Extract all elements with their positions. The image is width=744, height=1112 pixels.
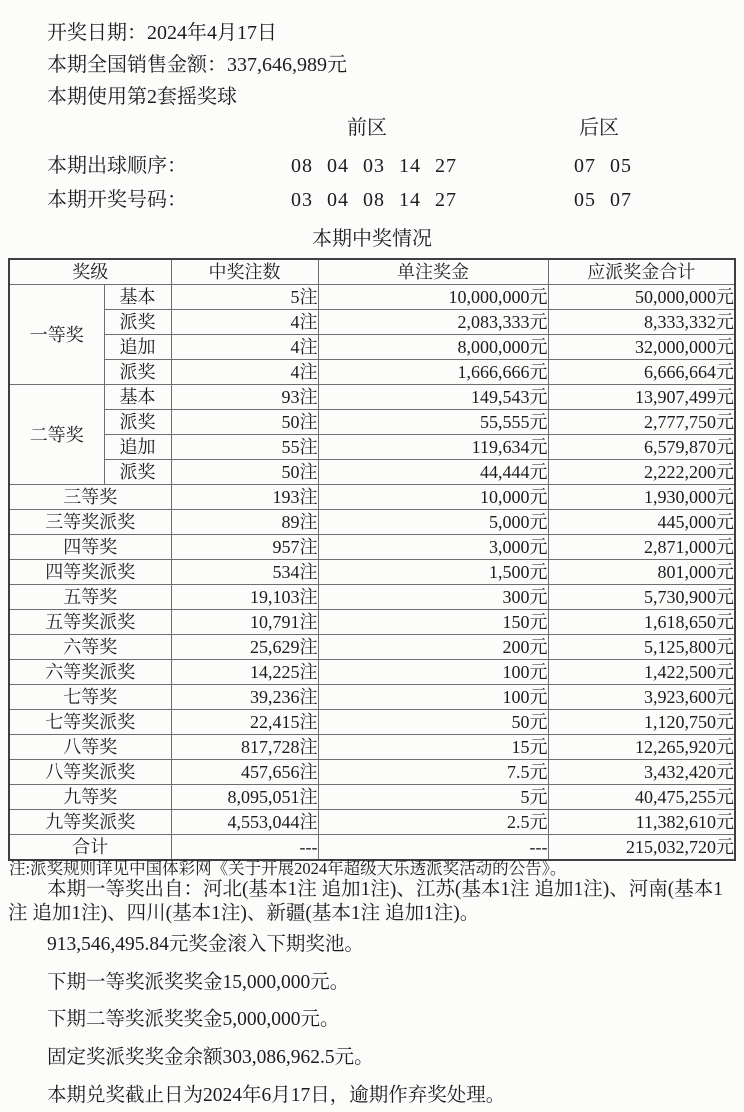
prize-subtype-cell: 派奖 bbox=[104, 460, 171, 485]
prize-level-cell: 八等奖 bbox=[9, 735, 171, 760]
prize-level-cell: 七等奖 bbox=[9, 685, 171, 710]
bet-count-cell: 957注 bbox=[171, 535, 318, 560]
per-bet-prize-cell: 50元 bbox=[318, 710, 548, 735]
per-bet-prize-cell: 7.5元 bbox=[318, 760, 548, 785]
bet-count-cell: 10,791注 bbox=[171, 610, 318, 635]
bet-count-cell: 89注 bbox=[171, 510, 318, 535]
per-bet-prize-cell: 100元 bbox=[318, 685, 548, 710]
prize-subtype-cell: 追加 bbox=[104, 435, 171, 460]
next-first-prize-text: 下期一等奖派奖奖金15,000,000元。 bbox=[47, 972, 350, 993]
prize-level-cell: 九等奖派奖 bbox=[9, 810, 171, 835]
draw-date-text: 开奖日期：2024年4月17日 bbox=[47, 22, 277, 44]
per-bet-prize-cell: 119,634元 bbox=[318, 435, 548, 460]
total-prize-cell: 13,907,499元 bbox=[548, 385, 735, 410]
prize-subtype-cell: 基本 bbox=[104, 385, 171, 410]
total-prize-cell: 8,333,332元 bbox=[548, 310, 735, 335]
table-row bbox=[9, 335, 735, 360]
first-prize-origin-text: 本期一等奖出自：河北(基本1注 追加1注)、江苏(基本1注 追加1注)、河南(基本1注 追加1注)、四川(基本1注)、新疆(基本1注 追加1注)。 bbox=[8, 879, 723, 924]
per-bet-prize-cell: 15元 bbox=[318, 735, 548, 760]
total-prize-cell: 1,422,500元 bbox=[548, 660, 735, 685]
header-cell-level: 奖级 bbox=[9, 259, 171, 285]
table-row bbox=[9, 460, 735, 485]
table-row bbox=[9, 585, 735, 610]
total-prize-cell: 32,000,000元 bbox=[548, 335, 735, 360]
per-bet-prize-cell: 200元 bbox=[318, 635, 548, 660]
bet-count-cell: 8,095,051注 bbox=[171, 785, 318, 810]
bet-count-cell: 4注 bbox=[171, 335, 318, 360]
total-prize-cell: 5,125,800元 bbox=[548, 635, 735, 660]
total-prize-cell: 3,923,600元 bbox=[548, 685, 735, 710]
per-bet-prize-cell: 44,444元 bbox=[318, 460, 548, 485]
prize-subtype-cell: 派奖 bbox=[104, 410, 171, 435]
redeem-deadline-text: 本期兑奖截止日为2024年6月17日，逾期作弃奖处理。 bbox=[47, 1085, 506, 1106]
bet-count-cell: 19,103注 bbox=[171, 585, 318, 610]
total-prize-cell: 11,382,610元 bbox=[548, 810, 735, 835]
bet-count-cell: 5注 bbox=[171, 285, 318, 310]
total-prize-cell: 3,432,420元 bbox=[548, 760, 735, 785]
table-row bbox=[9, 510, 735, 535]
sales-amount-text: 本期全国销售金额：337,646,989元 bbox=[47, 54, 347, 76]
prize-level-cell: 八等奖派奖 bbox=[9, 760, 171, 785]
bet-count-cell: 50注 bbox=[171, 460, 318, 485]
table-row bbox=[9, 810, 735, 835]
per-bet-prize-cell: 10,000,000元 bbox=[318, 285, 548, 310]
table-row bbox=[9, 560, 735, 585]
winning-numbers-label: 本期开奖号码： bbox=[47, 189, 187, 211]
bet-count-cell: 39,236注 bbox=[171, 685, 318, 710]
table-row bbox=[9, 385, 735, 410]
per-bet-prize-cell: 8,000,000元 bbox=[318, 335, 548, 360]
total-prize-cell: 1,930,000元 bbox=[548, 485, 735, 510]
back-zone-label: 后区 bbox=[579, 117, 619, 139]
prize-level-cell: 七等奖派奖 bbox=[9, 710, 171, 735]
per-bet-prize-cell: 5元 bbox=[318, 785, 548, 810]
prize-subtype-cell: 派奖 bbox=[104, 310, 171, 335]
prize-subtype-cell: 追加 bbox=[104, 335, 171, 360]
winning-numbers-back: 05 07 bbox=[574, 189, 632, 211]
total-prize-cell: 2,871,000元 bbox=[548, 535, 735, 560]
total-prize-cell: 6,666,664元 bbox=[548, 360, 735, 385]
total-prize-cell: 2,222,200元 bbox=[548, 460, 735, 485]
table-row bbox=[9, 685, 735, 710]
per-bet-prize-cell: 1,666,666元 bbox=[318, 360, 548, 385]
per-bet-prize-cell: 10,000元 bbox=[318, 485, 548, 510]
prize-level-cell: 四等奖派奖 bbox=[9, 560, 171, 585]
bet-count-cell: 4注 bbox=[171, 310, 318, 335]
header-cell-total: 应派奖金合计 bbox=[548, 259, 735, 285]
total-prize-cell: 801,000元 bbox=[548, 560, 735, 585]
ball-set-text: 本期使用第2套摇奖球 bbox=[47, 86, 237, 108]
table-row bbox=[9, 610, 735, 635]
front-zone-label: 前区 bbox=[347, 117, 387, 139]
table-row bbox=[9, 535, 735, 560]
total-prize-cell: 445,000元 bbox=[548, 510, 735, 535]
table-row bbox=[9, 760, 735, 785]
total-prize-cell: 215,032,720元 bbox=[548, 835, 735, 861]
bet-count-cell: 817,728注 bbox=[171, 735, 318, 760]
bet-count-cell: 50注 bbox=[171, 410, 318, 435]
total-prize-cell: 1,618,650元 bbox=[548, 610, 735, 635]
table-row bbox=[9, 485, 735, 510]
winning-numbers-front: 03 04 08 14 27 bbox=[291, 189, 457, 211]
table-row bbox=[9, 635, 735, 660]
table-header-row bbox=[9, 259, 735, 285]
per-bet-prize-cell: 150元 bbox=[318, 610, 548, 635]
bet-count-cell: 25,629注 bbox=[171, 635, 318, 660]
prize-subtype-cell: 派奖 bbox=[104, 360, 171, 385]
prize-level-cell: 五等奖派奖 bbox=[9, 610, 171, 635]
bet-count-cell: 534注 bbox=[171, 560, 318, 585]
per-bet-prize-cell: --- bbox=[318, 835, 548, 861]
fixed-prize-balance-text: 固定奖派奖奖金余额303,086,962.5元。 bbox=[47, 1047, 374, 1068]
bet-count-cell: 14,225注 bbox=[171, 660, 318, 685]
header-cell-prize: 单注奖金 bbox=[318, 259, 548, 285]
bet-count-cell: --- bbox=[171, 835, 318, 861]
per-bet-prize-cell: 2.5元 bbox=[318, 810, 548, 835]
prize-level-cell: 一等奖 bbox=[9, 285, 104, 385]
bet-count-cell: 55注 bbox=[171, 435, 318, 460]
table-row bbox=[9, 310, 735, 335]
prize-table bbox=[8, 258, 736, 861]
table-row bbox=[9, 785, 735, 810]
ball-order-back-numbers: 07 05 bbox=[574, 155, 632, 177]
table-row bbox=[9, 735, 735, 760]
per-bet-prize-cell: 1,500元 bbox=[318, 560, 548, 585]
per-bet-prize-cell: 300元 bbox=[318, 585, 548, 610]
per-bet-prize-cell: 100元 bbox=[318, 660, 548, 685]
prize-level-cell: 五等奖 bbox=[9, 585, 171, 610]
bet-count-cell: 193注 bbox=[171, 485, 318, 510]
prize-subtype-cell: 基本 bbox=[104, 285, 171, 310]
per-bet-prize-cell: 3,000元 bbox=[318, 535, 548, 560]
bet-count-cell: 457,656注 bbox=[171, 760, 318, 785]
total-prize-cell: 1,120,750元 bbox=[548, 710, 735, 735]
bet-count-cell: 4,553,044注 bbox=[171, 810, 318, 835]
total-prize-cell: 5,730,900元 bbox=[548, 585, 735, 610]
per-bet-prize-cell: 55,555元 bbox=[318, 410, 548, 435]
prize-level-cell: 二等奖 bbox=[9, 385, 104, 485]
total-prize-cell: 50,000,000元 bbox=[548, 285, 735, 310]
prize-level-cell: 九等奖 bbox=[9, 785, 171, 810]
per-bet-prize-cell: 2,083,333元 bbox=[318, 310, 548, 335]
bet-count-cell: 4注 bbox=[171, 360, 318, 385]
table-row bbox=[9, 435, 735, 460]
total-prize-cell: 12,265,920元 bbox=[548, 735, 735, 760]
prize-table-title: 本期中奖情况 bbox=[312, 228, 432, 250]
prize-level-cell: 四等奖 bbox=[9, 535, 171, 560]
per-bet-prize-cell: 5,000元 bbox=[318, 510, 548, 535]
header-cell-count: 中奖注数 bbox=[171, 259, 318, 285]
total-prize-cell: 2,777,750元 bbox=[548, 410, 735, 435]
prize-level-cell: 六等奖派奖 bbox=[9, 660, 171, 685]
prize-level-cell: 六等奖 bbox=[9, 635, 171, 660]
ball-order-front-numbers: 08 04 03 14 27 bbox=[291, 155, 457, 177]
total-prize-cell: 40,475,255元 bbox=[548, 785, 735, 810]
bet-count-cell: 22,415注 bbox=[171, 710, 318, 735]
table-row bbox=[9, 360, 735, 385]
next-second-prize-text: 下期二等奖派奖奖金5,000,000元。 bbox=[47, 1009, 340, 1030]
total-prize-cell: 6,579,870元 bbox=[548, 435, 735, 460]
table-row bbox=[9, 660, 735, 685]
per-bet-prize-cell: 149,543元 bbox=[318, 385, 548, 410]
rollover-text: 913,546,495.84元奖金滚入下期奖池。 bbox=[47, 934, 364, 955]
table-row bbox=[9, 285, 735, 310]
table-total-row bbox=[9, 835, 735, 861]
prize-level-cell: 三等奖 bbox=[9, 485, 171, 510]
table-row bbox=[9, 710, 735, 735]
ball-order-label: 本期出球顺序： bbox=[47, 155, 187, 177]
table-row bbox=[9, 410, 735, 435]
bet-count-cell: 93注 bbox=[171, 385, 318, 410]
payout-rule-note: 注:派奖规则详见中国体彩网《关于开展2024年超级大乐透派奖活动的公告》。 bbox=[9, 859, 567, 878]
prize-level-cell: 三等奖派奖 bbox=[9, 510, 171, 535]
prize-level-cell: 合计 bbox=[9, 835, 171, 861]
